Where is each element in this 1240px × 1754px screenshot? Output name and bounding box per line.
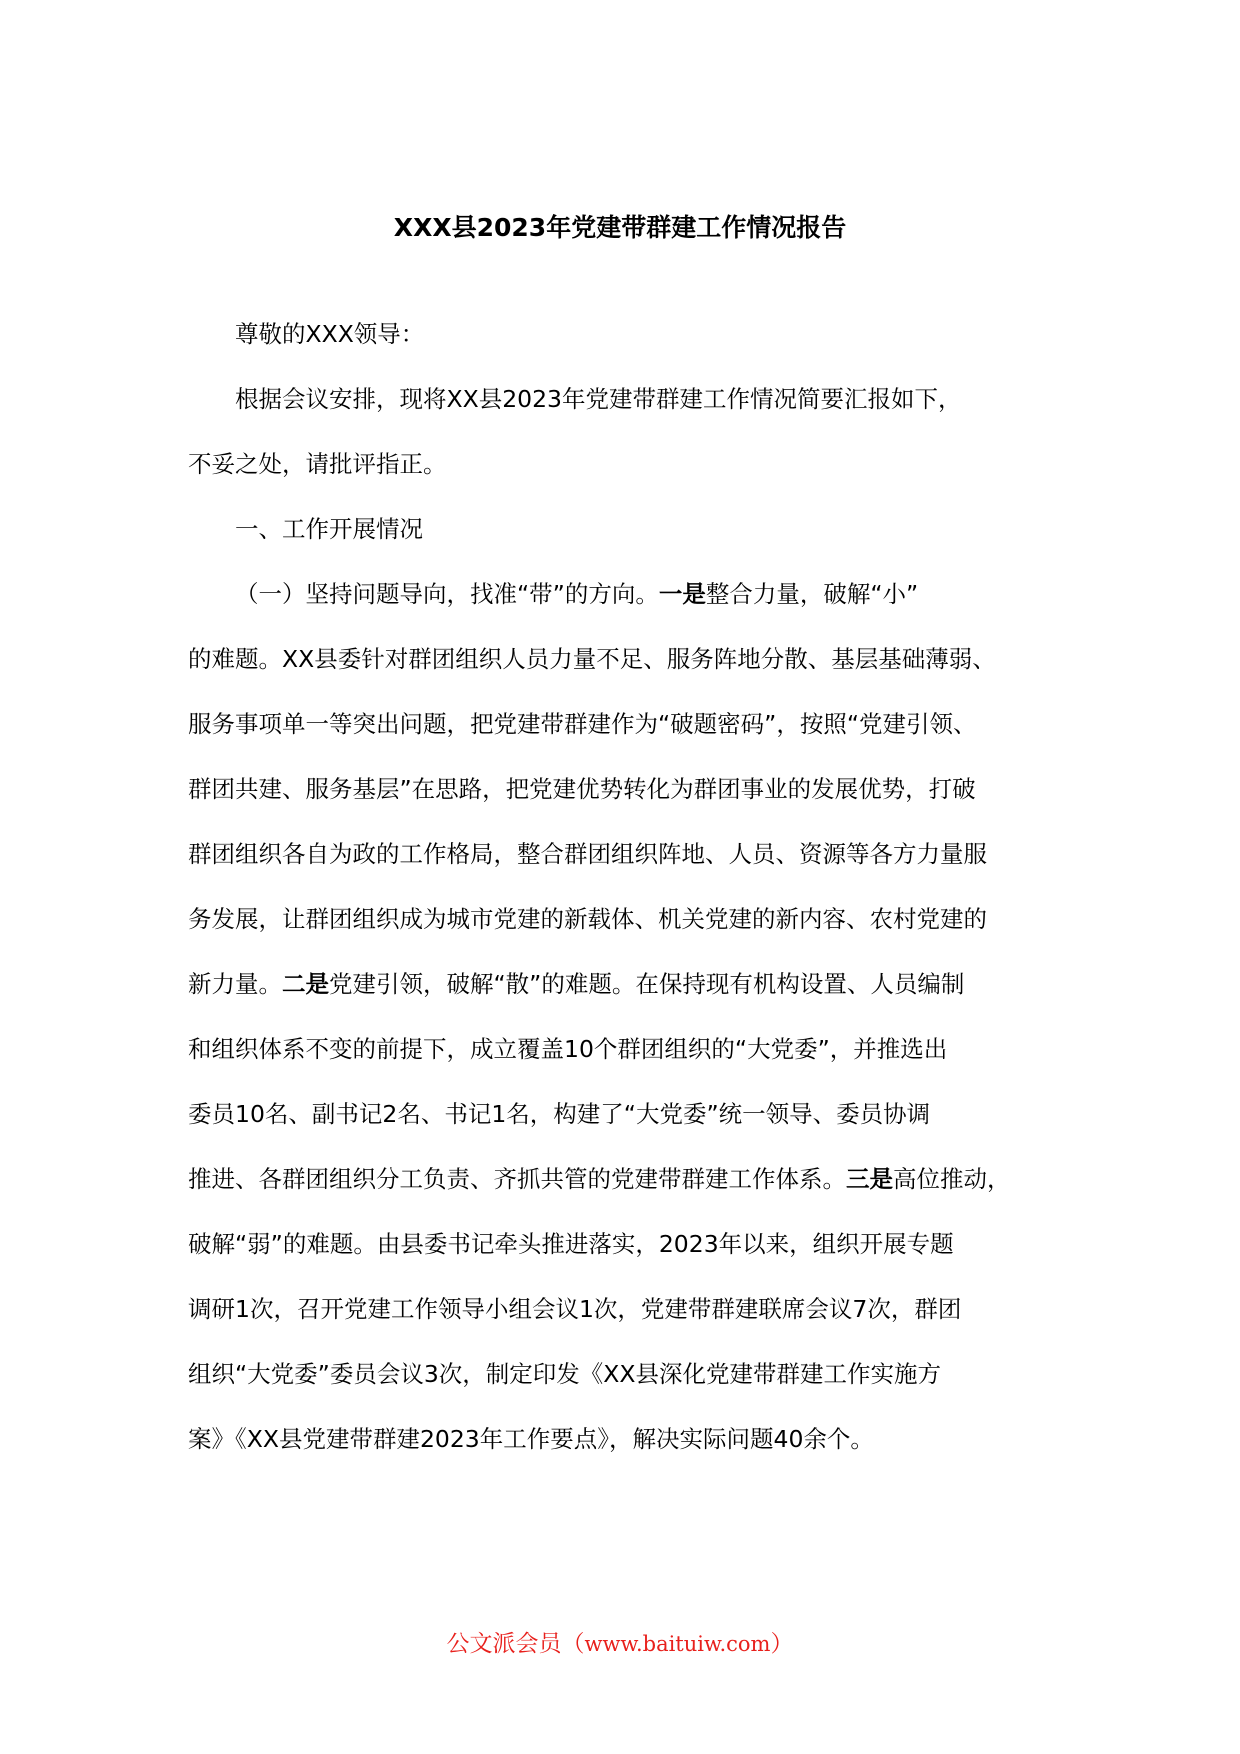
emphasis-text: 二是 [282, 970, 329, 998]
paragraph-line: 群团组织各自为政的工作格局，整合群团组织阵地、人员、资源等各方力量服 [188, 840, 987, 868]
paragraph-line: 的难题。XX县委针对群团组织人员力量不足、服务阵地分散、基层基础薄弱、 [188, 645, 996, 673]
paragraph-line [188, 1147, 1068, 1212]
paragraph-line: 组织“大党委”委员会议3次，制定印发《XX县深化党建带群建工作实施方 [188, 1360, 941, 1388]
paragraph-line: 和组织体系不变的前提下，成立覆盖10个群团组织的“大党委”，并推选出 [188, 1035, 948, 1063]
document-title: XXX县2023年党建带群建工作情况报告 [393, 213, 847, 242]
document-body [188, 302, 1068, 1472]
intro-line: 根据会议安排，现将XX县2023年党建带群建工作情况简要汇报如下， [235, 385, 962, 413]
paragraph-line: 服务事项单一等突出问题，把党建带群建作为“破题密码”，按照“党建引领、 [188, 710, 977, 738]
paragraph-line [188, 952, 1068, 1017]
text-run: 新力量。 [188, 970, 282, 998]
text-run: （一）坚持问题导向，找准“带”的方向。 [235, 580, 659, 608]
paragraph-line: 破解“弱”的难题。由县委书记牵头推进落实，2023年以来，组织开展专题 [188, 1230, 954, 1258]
text-run: 党建引领，破解“散”的难题。在保持现有机构设置、人员编制 [329, 970, 965, 998]
watermark-footer [0, 1626, 1240, 1662]
salutation: 尊敬的XXX领导： [235, 320, 425, 348]
paragraph-line: 群团共建、服务基层”在思路，把党建优势转化为群团事业的发展优势，打破 [188, 775, 976, 803]
emphasis-text: 三是 [846, 1165, 893, 1193]
paragraph-line: 委员10名、副书记2名、书记1名，构建了“大党委”统一领导、委员协调 [188, 1100, 931, 1128]
footer-suffix: ） [770, 1631, 794, 1657]
paragraph-line [188, 562, 1068, 627]
paragraph-line: 案》《XX县党建带群建2023年工作要点》，解决实际问题40余个。 [188, 1425, 874, 1453]
text-run: 推进、各群团组织分工负责、齐抓共管的党建带群建工作体系。 [188, 1165, 846, 1193]
text-run: 高位推动， [893, 1165, 1011, 1193]
intro-paragraph [188, 367, 1068, 497]
section-heading: 一、工作开展情况 [235, 515, 423, 543]
footer-prefix: 公文派会员（ [446, 1631, 585, 1657]
paragraph-line: 务发展，让群团组织成为城市党建的新载体、机关党建的新内容、农村党建的 [188, 905, 987, 933]
paragraph-line: 调研1次，召开党建工作领导小组会议1次，党建带群建联席会议7次，群团 [188, 1295, 962, 1323]
body-paragraph-1 [188, 562, 1068, 1472]
text-run: 整合力量，破解“小” [705, 580, 919, 608]
intro-line: 不妥之处，请批评指正。 [188, 450, 447, 478]
emphasis-text: 一是 [658, 580, 706, 608]
footer-url-link[interactable]: www.baituiw.com [584, 1632, 771, 1656]
